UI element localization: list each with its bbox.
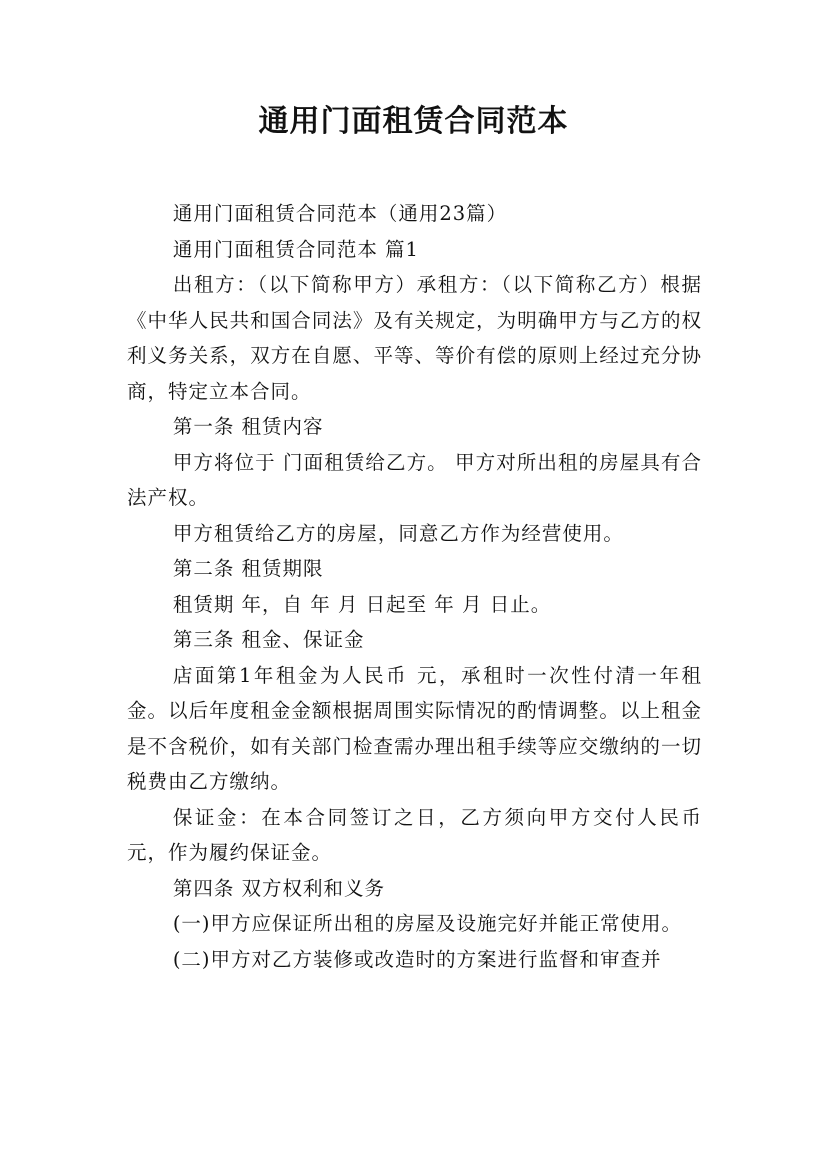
paragraph-article-3-body-1: 店面第1年租金为人民币 元，承租时一次性付清一年租金。以后年度租金金额根据周围实际情况的酌情调整。以上租金是不含税价，如有关部门检查需办理出租手续等应交缴纳的一切税费由乙方缴纳。 (127, 663, 702, 793)
paragraph-article-2-heading: 第二条 租赁期限 (172, 557, 324, 580)
paragraph-section-heading: 通用门面租赁合同范本 篇1 (172, 237, 419, 261)
paragraph-article-4-item-1: (一)甲方应保证所出租的房屋及设施完好并能正常使用。 (172, 912, 683, 935)
paragraph-parties: 出租方：（以下简称甲方）承租方：（以下简称乙方）根据《中华人民共和国合同法》及有关规定，为明确甲方与乙方的权利义务关系，双方在自愿、平等、等价有偿的原则上经过充分协商，特定立本合同。 (127, 273, 702, 403)
paragraph-article-4-heading: 第四条 双方权利和义务 (172, 876, 386, 900)
document-body (127, 196, 702, 977)
paragraph-article-2-body: 租赁期 年，自 年 月 日起至 年 月 日止。 (172, 592, 552, 616)
document-title: 通用门面租赁合同范本 (258, 104, 569, 139)
paragraph-article-4-item-2: (二)甲方对乙方装修或改造时的方案进行监督和审查并 (172, 947, 662, 971)
paragraph-article-3-heading: 第三条 租金、保证金 (172, 628, 365, 651)
paragraph-article-1-body-1: 甲方将位于 门面租赁给乙方。 甲方对所出租的房屋具有合法产权。 (127, 450, 702, 509)
paragraph-article-3-body-2: 保证金：在本合同签订之日，乙方须向甲方交付人民币元，作为履约保证金。 (127, 805, 702, 864)
paragraph-article-1-heading: 第一条 租赁内容 (172, 415, 324, 438)
paragraph-subtitle: 通用门面租赁合同范本（通用23篇） (172, 202, 508, 225)
paragraph-article-1-body-2: 甲方租赁给乙方的房屋，同意乙方作为经营使用。 (172, 521, 624, 545)
